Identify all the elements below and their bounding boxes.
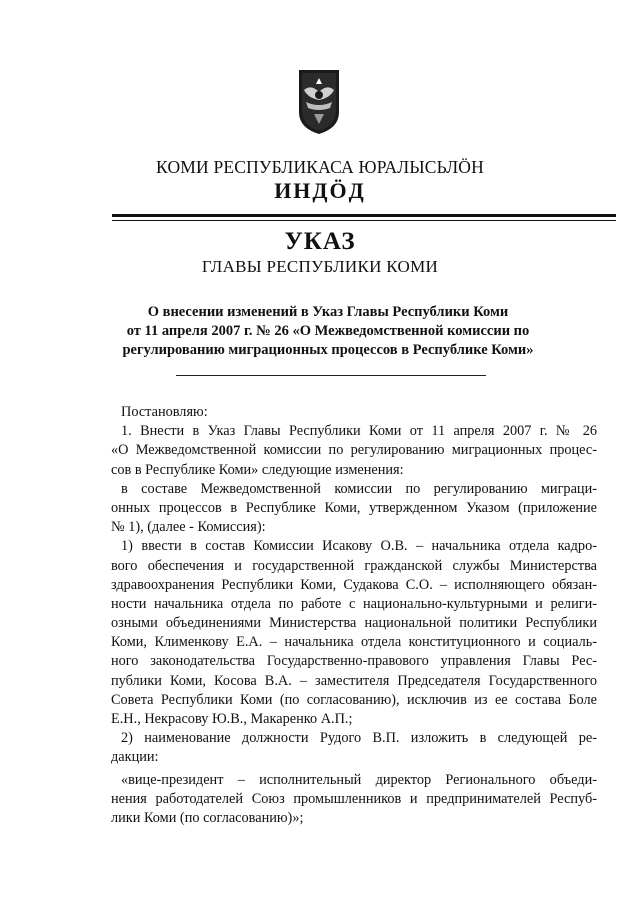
body-line: лики Коми (по согласованию)»;: [111, 809, 304, 826]
body-line: Коми, Клименкову Е.А. – начальника отдела конституционного и социаль-: [111, 634, 597, 651]
heading-separator: [176, 375, 486, 376]
decree-subtitle: ГЛАВЫ РЕСПУБЛИКИ КОМИ: [201, 257, 439, 276]
body-line: дакции:: [111, 749, 159, 766]
body-line: вого обеспечения и государственной гражданской службы Министерства: [111, 557, 597, 574]
coat-of-arms-emblem: [296, 68, 342, 136]
body-line: публики Коми, Косова В.А. – заместителя Председателя Государственного: [111, 672, 597, 689]
body-line: в составе Межведомственной комиссии по регулированию миграци-: [121, 480, 597, 497]
header-rule-thin: [112, 220, 616, 221]
body-line: ности начальника отдела по работе с национально-культурными и религи-: [111, 595, 597, 612]
body-line: Совета Республики Коми (по согласованию), исключив из ее состава Боле: [111, 691, 597, 708]
heading-line: от 11 апреля 2007 г. № 26 «О Межведомственной комиссии по: [126, 323, 530, 339]
heading-line: регулированию миграционных процессов в Республике Коми»: [122, 342, 534, 358]
body-line: ного законодательства Государственно-правового управления Главы Рес-: [111, 653, 597, 670]
heading-line: О внесении изменений в Указ Главы Республики Коми: [147, 304, 509, 320]
body-line: озными объединениями Министерства национальной политики Республики: [111, 615, 597, 632]
body-line: 1. Внести в Указ Главы Республики Коми от 11 апреля 2007 г. № 26: [121, 423, 597, 440]
body-line: онных процессов в Республике Коми, утвержденном Указом (приложение: [111, 499, 597, 516]
body-line: Е.Н., Некрасову Ю.В., Макаренко А.П.;: [111, 711, 353, 727]
header-republic-name: КОМИ РЕСПУБЛИКАСА ЮРАЛЫСЬЛÖН: [156, 157, 484, 177]
body-line: № 1), (далее - Комиссия):: [111, 519, 266, 536]
decree-title: УКАЗ: [284, 228, 356, 255]
body-line: Постановляю:: [121, 404, 208, 420]
header-rule-thick: [112, 214, 616, 217]
body-line: здравоохранения Республики Коми, Судакова С.О. – исполняющего обязан-: [111, 576, 597, 593]
body-line: 1) ввести в состав Комиссии Исакову О.В. – начальника отдела кадро-: [121, 538, 597, 555]
body-line: сов в Республике Коми» следующие изменения:: [111, 461, 404, 478]
body-line: «вице-президент – исполнительный директор Регионального объеди-: [121, 771, 597, 788]
decree-heading: [100, 303, 556, 360]
body-line: 2) наименование должности Рудого В.П. изложить в следующей ре-: [121, 730, 597, 747]
body-line: нения работодателей Союз промышленников и предпринимателей Респуб-: [111, 790, 597, 807]
body-line: «О Межведомственной комиссии по регулированию миграционных процес-: [111, 442, 597, 459]
decree-body: [111, 403, 597, 828]
header-decree-komi: ИНДÖД: [274, 178, 366, 203]
